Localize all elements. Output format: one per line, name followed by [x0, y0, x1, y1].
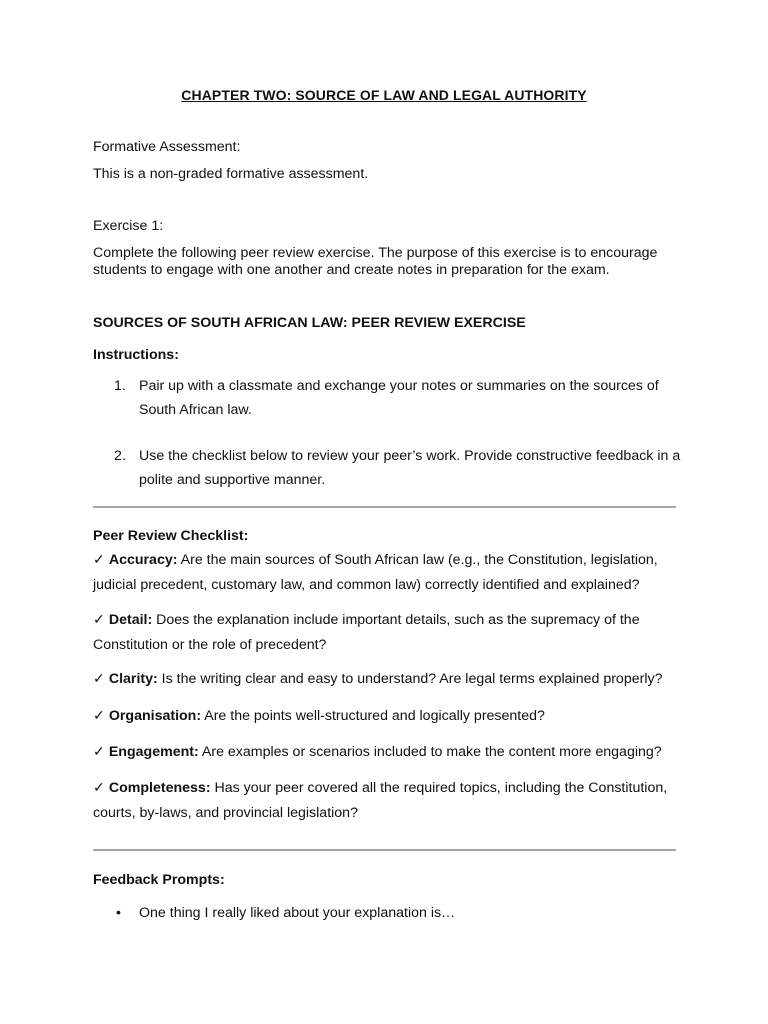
bullet-icon: • [116, 905, 121, 921]
formative-heading: Formative Assessment: [93, 139, 241, 155]
checklist-item [93, 548, 683, 598]
check-icon: ✓ [93, 780, 105, 796]
feedback-heading: Feedback Prompts: [93, 872, 225, 888]
divider [93, 506, 676, 508]
exercise-heading: Exercise 1: [93, 218, 164, 234]
check-icon: ✓ [93, 744, 105, 760]
feedback-prompt: One thing I really liked about your explanation is… [139, 905, 456, 921]
divider [93, 849, 676, 851]
checklist-label: Completeness: [108, 780, 211, 796]
checklist-label: Accuracy: [108, 552, 178, 568]
checklist-label: Clarity: [108, 671, 158, 687]
checklist-label: Organisation: [108, 708, 202, 724]
checklist-item [93, 704, 683, 729]
checklist-text: Is the writing clear and easy to understand? Are legal terms explained properly? [157, 671, 663, 687]
checklist-text: Does the explanation include important details, such as the supremacy of the Constitution or the role of precedent? [93, 612, 640, 653]
check-icon: ✓ [93, 708, 105, 724]
document-title: CHAPTER TWO: SOURCE OF LAW AND LEGAL AUTHORITY [181, 87, 587, 103]
instructions-heading: Instructions: [93, 347, 179, 363]
formative-text: This is a non-graded formative assessment. [93, 166, 369, 182]
check-icon: ✓ [93, 671, 105, 687]
checklist-item [93, 667, 683, 692]
section-heading: SOURCES OF SOUTH AFRICAN LAW: PEER REVIEW EXERCISE [93, 315, 526, 331]
check-icon: ✓ [93, 552, 105, 568]
exercise-text: Complete the following peer review exercise. The purpose of this exercise is to encourage students to engage with one another and create notes in preparation for the exam. [93, 245, 658, 278]
checklist-heading: Peer Review Checklist: [93, 528, 249, 544]
checklist-item [93, 740, 683, 765]
checklist-text: Are the main sources of South African law (e.g., the Constitution, legislation, judicial precedent, customary law, and common law) correctly identified and explained? [93, 552, 658, 593]
instruction-number: 2. [114, 448, 126, 464]
checklist-item [93, 776, 683, 826]
check-icon: ✓ [93, 612, 105, 628]
checklist-text: Are the points well-structured and logically presented? [201, 708, 545, 724]
checklist-text: Has your peer covered all the required topics, including the Constitution, courts, by-laws, and provincial legislation? [93, 780, 668, 821]
checklist-label: Engagement: [108, 744, 199, 760]
instruction-text: Pair up with a classmate and exchange your notes or summaries on the sources of South African law. [139, 378, 659, 418]
instruction-number: 1. [114, 378, 126, 394]
checklist-item [93, 608, 683, 658]
checklist-label: Detail: [108, 612, 153, 628]
checklist-text: Are examples or scenarios included to make the content more engaging? [198, 744, 662, 760]
instruction-text: Use the checklist below to review your peer’s work. Provide constructive feedback in a polite and supportive manner. [139, 448, 681, 488]
